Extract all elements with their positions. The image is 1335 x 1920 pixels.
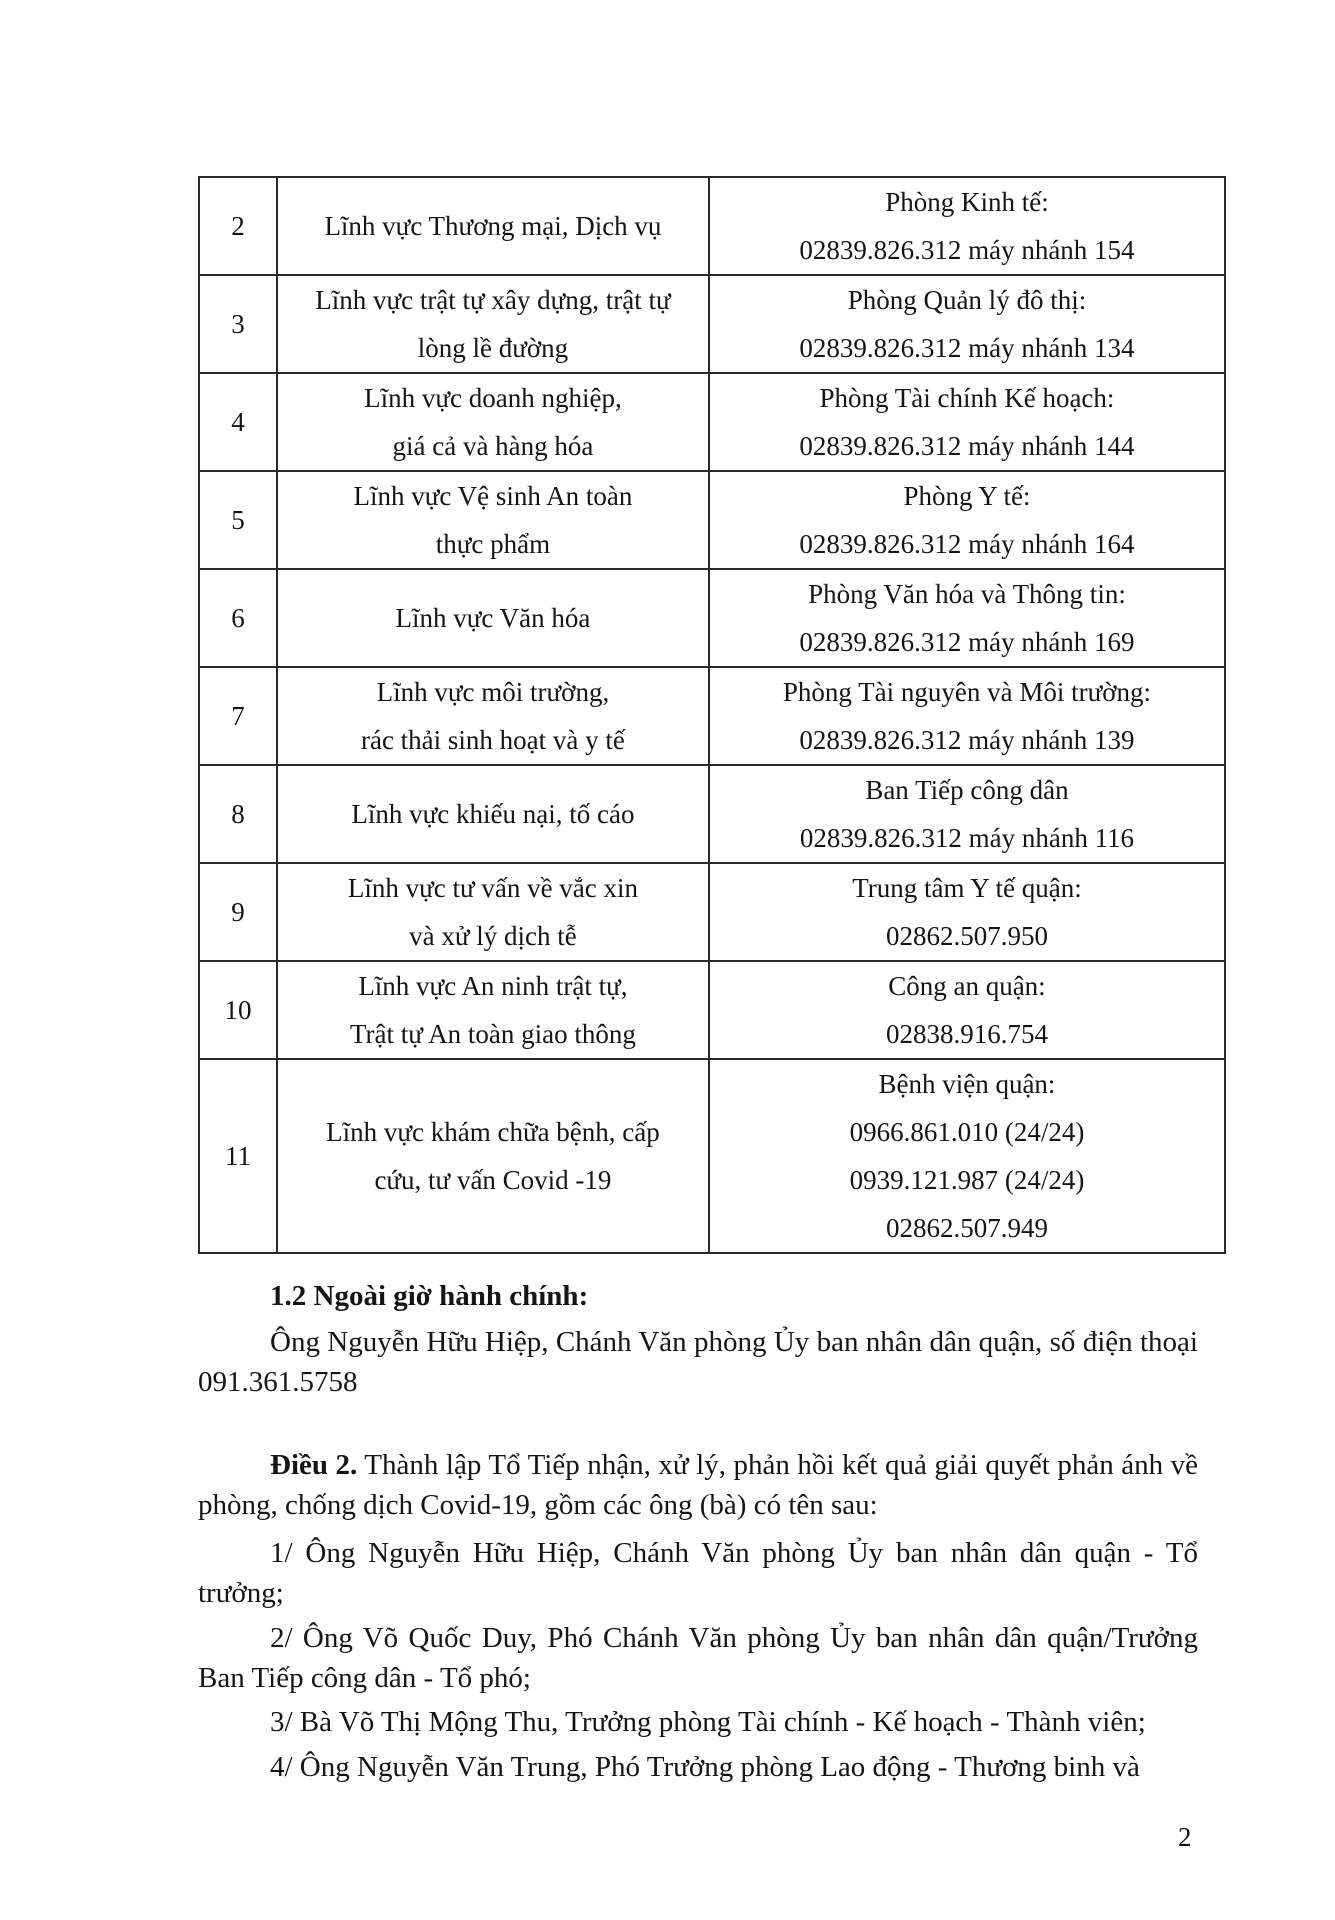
row-number: 6: [199, 569, 277, 667]
contact-cell: [709, 667, 1225, 765]
contact-line: 02839.826.312 máy nhánh 134: [799, 333, 1135, 363]
field-line: Lĩnh vực Văn hóa: [395, 603, 591, 633]
field-cell: [277, 667, 709, 765]
contact-line: 02839.826.312 máy nhánh 164: [799, 529, 1135, 559]
row-number: 3: [199, 275, 277, 373]
contact-line: Ban Tiếp công dân: [865, 775, 1069, 805]
contact-cell: [709, 765, 1225, 863]
field-line: lòng lề đường: [417, 333, 569, 363]
contact-line: 02838.916.754: [885, 1019, 1048, 1049]
contact-cell: [709, 569, 1225, 667]
field-line: Lĩnh vực Vệ sinh An toàn: [353, 481, 633, 511]
contact-cell: [709, 863, 1225, 961]
member-item: [198, 1747, 1198, 1787]
table-row: [199, 765, 1225, 863]
section-paragraph: [198, 1322, 1198, 1402]
table-row: [199, 961, 1225, 1059]
row-number: 2: [199, 177, 277, 275]
field-line: rác thải sinh hoạt và y tế: [360, 725, 625, 755]
field-line: Lĩnh vực Thương mại, Dịch vụ: [324, 211, 662, 241]
table-row: [199, 667, 1225, 765]
field-line: Lĩnh vực tư vấn về vắc xin: [347, 873, 639, 903]
article-label: Điều 2.: [270, 1449, 358, 1481]
field-cell: [277, 569, 709, 667]
page-number: 2: [1178, 1822, 1192, 1852]
field-line: giá cả và hàng hóa: [392, 431, 594, 461]
contact-cell: [709, 1059, 1225, 1253]
row-number: 10: [199, 961, 277, 1059]
field-line: Lĩnh vực khiếu nại, tố cáo: [351, 799, 635, 829]
contact-line: Phòng Tài chính Kế hoạch:: [819, 383, 1115, 413]
contact-line: 0966.861.010 (24/24): [849, 1117, 1085, 1147]
contact-line: 0939.121.987 (24/24): [849, 1165, 1085, 1195]
table-row: [199, 863, 1225, 961]
contact-table: [198, 176, 1226, 1254]
table-row: [199, 275, 1225, 373]
field-cell: [277, 863, 709, 961]
field-cell: [277, 765, 709, 863]
contact-line: 02839.826.312 máy nhánh 154: [799, 235, 1135, 265]
table-row: [199, 1059, 1225, 1253]
row-number: 4: [199, 373, 277, 471]
contact-line: 02839.826.312 máy nhánh 169: [799, 627, 1135, 657]
contact-line: 02839.826.312 máy nhánh 144: [799, 431, 1135, 461]
contact-line: Công an quận:: [888, 971, 1046, 1001]
contact-line: Phòng Tài nguyên và Môi trường:: [782, 677, 1152, 707]
row-number: 8: [199, 765, 277, 863]
member-item: [198, 1533, 1198, 1613]
field-line: thực phẩm: [435, 529, 551, 559]
section-paragraph-text: Ông Nguyễn Hữu Hiệp, Chánh Văn phòng Ủy ban nhân dân quận, số điện thoại 091.361.5758: [198, 1326, 1198, 1398]
field-line: Lĩnh vực An ninh trật tự,: [358, 971, 628, 1001]
article-text: Thành lập Tổ Tiếp nhận, xử lý, phản hồi kết quả giải quyết phản ánh về phòng, chống dịch Covid-19, gồm các ông (bà) có tên sau:: [198, 1449, 1199, 1521]
member-text: 2/ Ông Võ Quốc Duy, Phó Chánh Văn phòng Ủy ban nhân dân quận/Trưởng Ban Tiếp công dân - Tổ phó;: [198, 1622, 1198, 1694]
contact-line: Phòng Quản lý đô thị:: [847, 285, 1087, 315]
field-cell: [277, 961, 709, 1059]
contact-line: 02862.507.949: [885, 1213, 1048, 1243]
member-text: 4/ Ông Nguyễn Văn Trung, Phó Trưởng phòng Lao động - Thương binh và: [270, 1751, 1140, 1783]
table-row: [199, 569, 1225, 667]
table-row: [199, 373, 1225, 471]
contact-cell: [709, 275, 1225, 373]
field-line: Lĩnh vực doanh nghiệp,: [364, 383, 622, 413]
field-line: Lĩnh vực khám chữa bệnh, cấp: [326, 1117, 660, 1147]
contact-line: 02862.507.950: [885, 921, 1048, 951]
contact-cell: [709, 373, 1225, 471]
contact-cell: [709, 961, 1225, 1059]
member-text: 3/ Bà Võ Thị Mộng Thu, Trưởng phòng Tài chính - Kế hoạch - Thành viên;: [270, 1706, 1146, 1738]
table-row: [199, 471, 1225, 569]
article-paragraph: [198, 1445, 1198, 1525]
contact-line: Bệnh viện quận:: [878, 1069, 1056, 1099]
contact-line: 02839.826.312 máy nhánh 116: [799, 823, 1135, 853]
field-cell: [277, 471, 709, 569]
contact-line: Phòng Kinh tế:: [885, 187, 1049, 217]
row-number: 9: [199, 863, 277, 961]
contact-line: 02839.826.312 máy nhánh 139: [799, 725, 1135, 755]
field-line: Lĩnh vực trật tự xây dựng, trật tự: [315, 285, 671, 315]
section-heading: 1.2 Ngoài giờ hành chính:: [270, 1280, 589, 1312]
row-number: 11: [199, 1059, 277, 1253]
member-item: [198, 1618, 1198, 1698]
field-cell: [277, 177, 709, 275]
table-row: [199, 177, 1225, 275]
member-text: 1/ Ông Nguyễn Hữu Hiệp, Chánh Văn phòng Ủy ban nhân dân quận - Tổ trưởng;: [198, 1537, 1198, 1609]
member-item: [198, 1702, 1198, 1742]
field-cell: [277, 275, 709, 373]
contact-cell: [709, 471, 1225, 569]
field-cell: [277, 1059, 709, 1253]
field-line: cứu, tư vấn Covid -19: [374, 1165, 612, 1195]
row-number: 5: [199, 471, 277, 569]
contact-line: Trung tâm Y tế quận:: [852, 873, 1082, 903]
field-line: Trật tự An toàn giao thông: [349, 1019, 636, 1049]
row-number: 7: [199, 667, 277, 765]
contact-table-body: [199, 177, 1225, 1253]
contact-line: Phòng Y tế:: [903, 481, 1031, 511]
contact-line: Phòng Văn hóa và Thông tin:: [808, 579, 1126, 609]
field-cell: [277, 373, 709, 471]
field-line: và xử lý dịch tễ: [409, 921, 577, 951]
field-line: Lĩnh vực môi trường,: [376, 677, 610, 707]
contact-cell: [709, 177, 1225, 275]
